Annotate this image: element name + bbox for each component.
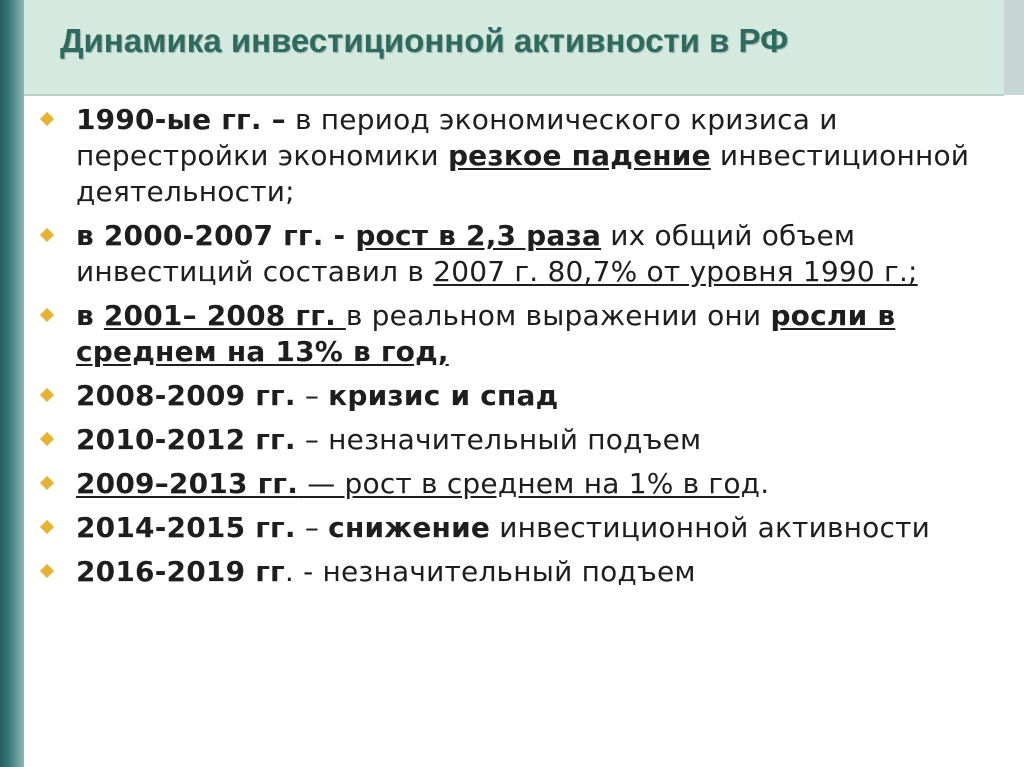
bullet-item: [38, 298, 1008, 370]
bullet-text-run: 2008-2009 гг.: [76, 379, 296, 412]
bullet-list: [38, 102, 1008, 598]
bullet-text-run: кризис и спад: [328, 379, 559, 412]
bullet-item: [38, 218, 1008, 290]
bullet-text-run: 2009–2013 гг.: [76, 467, 299, 500]
diamond-bullet-icon: [40, 520, 54, 534]
diamond-bullet-icon: [40, 476, 54, 490]
diamond-bullet-icon: [40, 564, 54, 578]
bullet-text-run: 1990-ые гг. –: [76, 103, 286, 136]
bullet-text-run: росли в среднем на 13% в год,: [76, 299, 896, 368]
bullet-text-run: рост в 2,3 раза: [355, 219, 602, 252]
bullet-text-run: в: [76, 299, 104, 332]
bullet-text-run: в реальном выражении они: [345, 299, 771, 332]
bullet-text-run: 2010-2012 гг.: [76, 423, 296, 456]
bullet-text-run: 2001– 2008 гг.: [103, 299, 346, 332]
bullet-item: [38, 378, 1008, 414]
bullet-text-run: 2016-2019 гг: [76, 555, 285, 588]
bullet-text-run: резкое падение: [447, 139, 711, 172]
bullet-text-run: – незначительный подъем: [295, 423, 702, 456]
bullet-text-run: –: [295, 511, 329, 544]
diamond-bullet-icon: [40, 308, 54, 322]
title-side-bar: [1004, 0, 1024, 95]
bullet-item: [38, 554, 1008, 590]
bullet-text-run: инвестиционной активности: [490, 511, 931, 544]
bullet-text-run: инвестиционной деятельности;: [76, 139, 970, 208]
bullet-text-run: — рост в среднем на 1% в год: [298, 467, 761, 500]
bullet-text-run: в 2000-2007 гг. -: [76, 219, 356, 252]
bullet-item: [38, 422, 1008, 458]
bullet-text-run: 2014-2015 гг.: [76, 511, 296, 544]
bullet-item: [38, 102, 1008, 210]
bullet-item: [38, 466, 1008, 502]
diamond-bullet-icon: [40, 228, 54, 242]
bullet-text-run: снижение: [328, 511, 491, 544]
bullet-text-run: .: [760, 467, 770, 500]
diamond-bullet-icon: [40, 388, 54, 402]
bullet-text-run: –: [295, 379, 329, 412]
diamond-bullet-icon: [40, 112, 54, 126]
bullet-text-run: в период экономического кризиса и перестройки экономики: [76, 103, 838, 172]
bullet-text-run: 2007 г. 80,7% от уровня 1990 г.;: [433, 255, 918, 288]
title-band: [24, 0, 1004, 96]
slide-title: Динамика инвестиционной активности в РФ: [60, 22, 789, 59]
slide: [24, 0, 1024, 767]
bullet-item: [38, 510, 1008, 546]
bullet-text-run: . - незначительный подъем: [284, 555, 696, 588]
bullet-text-run: их общий объем инвестиций составил в: [76, 219, 856, 288]
diamond-bullet-icon: [40, 432, 54, 446]
